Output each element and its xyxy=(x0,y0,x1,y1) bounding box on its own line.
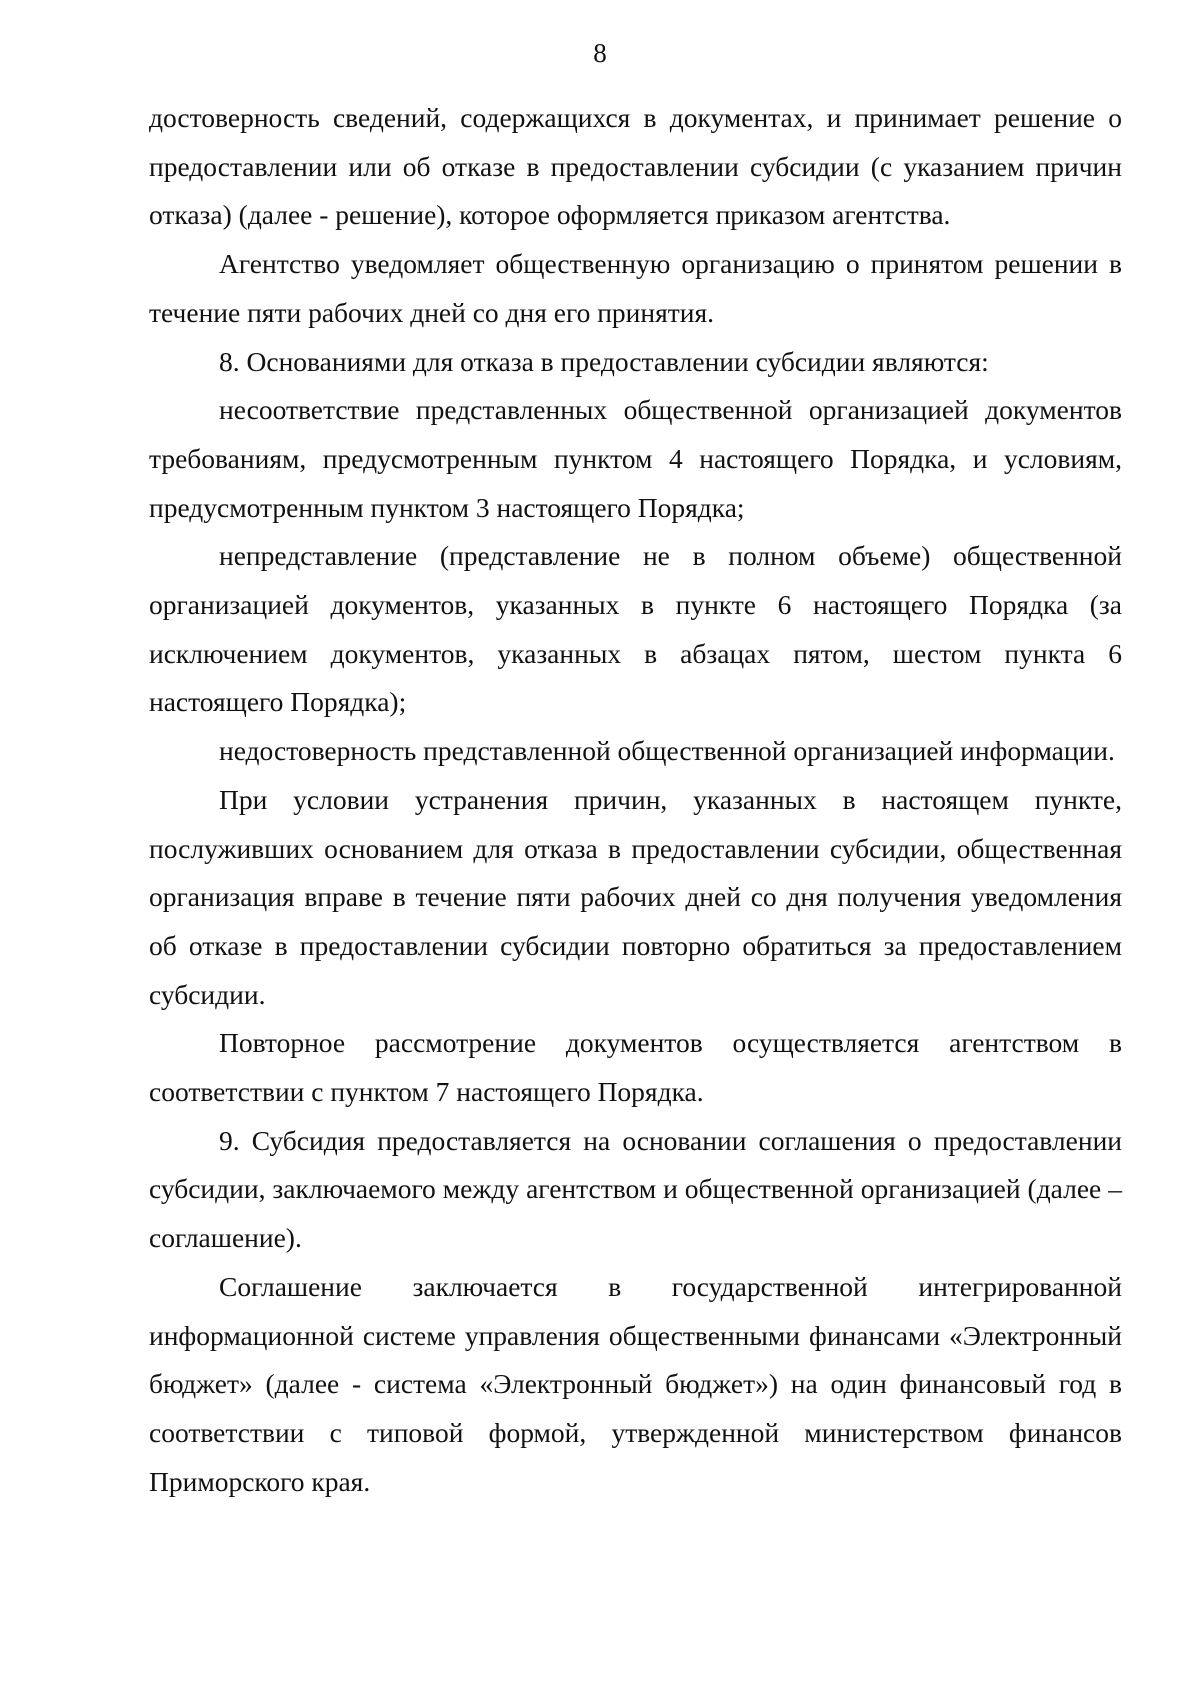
page-number: 8 xyxy=(593,38,607,68)
document-body xyxy=(149,94,1122,1506)
paragraph-nonconformity: несоответствие представленных общественной организацией документов требованиям, предусмотренным пунктом 4 настоящего Порядка, и условиям, предусмотренным пунктом 3 настоящего Порядка; xyxy=(149,394,1122,523)
paragraph-repeat-review: Повторное рассмотрение документов осуществляется агентством в соответствии с пунктом 7 настоящего Порядка. xyxy=(149,1027,1122,1108)
paragraph-agreement: Соглашение заключается в государственной интегрированной информационной системе управления общественными финансами «Электронный бюджет» (далее - система «Электронный бюджет») на один финансовый год в соответствии с типовой формой, утвержденной министерством финансов Приморского края. xyxy=(149,1270,1122,1497)
paragraph-notification: Агентство уведомляет общественную организацию о принятом решении в течение пяти рабочих дней со дня его принятия. xyxy=(149,248,1122,328)
paragraph-clause-8: 8. Основаниями для отказа в предоставлении субсидии являются: xyxy=(219,345,989,377)
paragraph-clause-9: 9. Субсидия предоставляется на основании соглашения о предоставлении субсидии, заключаемого между агентством и общественной организацией (далее – соглашение). xyxy=(149,1124,1122,1254)
paragraph-nonsubmission: непредставление (представление не в полном объеме) общественной организацией документов, указанных в пункте 6 настоящего Порядка (за исключением документов, указанных в абзацах пятом, шестом пункта 6 настоящего Порядка); xyxy=(149,540,1122,718)
paragraph-inaccuracy: недостоверность представленной общественной организацией информации. xyxy=(219,735,1115,767)
paragraph-resubmission: При условии устранения причин, указанных в настоящем пункте, послуживших основанием для отказа в предоставлении субсидии, общественная организация вправе в течение пяти рабочих дней со дня получения уведомления об отказе в предоставлении субсидии повторно обратиться за предоставлением субсидии. xyxy=(149,783,1122,1010)
paragraph-decision: достоверность сведений, содержащихся в документах, и принимает решение о предоставлении или об отказе в предоставлении субсидии (с указанием причин отказа) (далее - решение), которое оформляется приказом агентства. xyxy=(149,102,1122,231)
